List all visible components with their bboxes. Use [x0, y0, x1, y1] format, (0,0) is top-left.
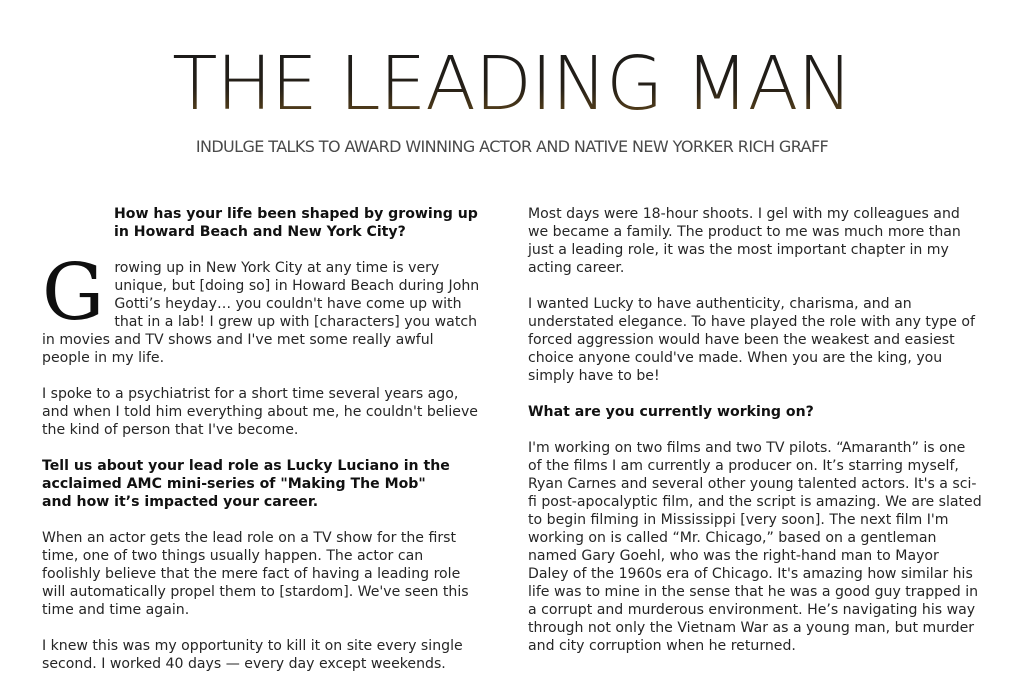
question-line: and how it’s impacted your career.: [42, 494, 319, 510]
answer-paragraph-4: I knew this was my opportunity to kill it on site every single second. I worked 40 days — every day except weekends.: [42, 638, 463, 672]
question-line: How has your life been shaped by growing up: [114, 206, 478, 222]
answer-text: rowing up in New York City at any time is very unique, but [doing so] in Howard Beach during John Gotti’s heyday… you couldn't have come up with that in a lab! I grew up with [characters] you watch in movies and TV shows and I've met some really awful people in my life.: [42, 260, 480, 366]
question-lead-role: [42, 457, 482, 511]
answer-paragraph-2: I spoke to a psychiatrist for a short time several years ago, and when I told him everything about me, he couldn't believe the kind of person that I've become.: [42, 386, 478, 438]
answer-paragraph-3: When an actor gets the lead role on a TV show for the first time, one of two things usually happen. The actor can foolishly believe that the mere fact of having a leading role will automatically propel them to [stardom]. We've seen this time and time again.: [42, 530, 469, 618]
question-line: Tell us about your lead role as Lucky Luciano in the: [42, 458, 450, 474]
article-title: THE LEADING MAN: [0, 44, 1024, 124]
question-line: in Howard Beach and New York City?: [114, 224, 406, 240]
question-line: acclaimed AMC mini-series of "Making The Mob": [42, 476, 426, 492]
question-current-work: What are you currently working on?: [528, 404, 814, 420]
drop-cap: G: [42, 248, 105, 338]
question-upbringing: [42, 205, 482, 241]
answer-paragraph-1: [42, 248, 482, 367]
answer-paragraph-6: I wanted Lucky to have authenticity, charisma, and an understated elegance. To have played the role with any type of forced aggression would have been the weakest and easiest choice anyone could've made. When you are the king, you simply have to be!: [528, 296, 975, 384]
right-column: [528, 205, 983, 673]
article-subtitle: INDULGE TALKS TO AWARD WINNING ACTOR AND NATIVE NEW YORKER RICH GRAFF: [195, 137, 829, 156]
left-column: [42, 205, 482, 691]
answer-paragraph-7: I'm working on two films and two TV pilots. “Amaranth” is one of the films I am currently a producer on. It’s starring myself, Ryan Carnes and several other young talented actors. It's a sci-fi post-apocalyptic film, and the script is amazing. We are slated to begin filming in Mississippi [very soon]. The next film I'm working on is called “Mr. Chicago,” based on a gentleman named Gary Goehl, who was the right-hand man to Mayor Daley of the 1960s era of Chicago. It's amazing how similar his life was to mine in the sense that he was a good guy trapped in a corrupt and murderous environment. He’s navigating his way through not only the Vietnam War as a young man, but murder and city corruption when he returned.: [528, 440, 982, 654]
answer-paragraph-5: Most days were 18-hour shoots. I gel with my colleagues and we became a family. The product to me was much more than just a leading role, it was the most important chapter in my acting career.: [528, 206, 961, 276]
